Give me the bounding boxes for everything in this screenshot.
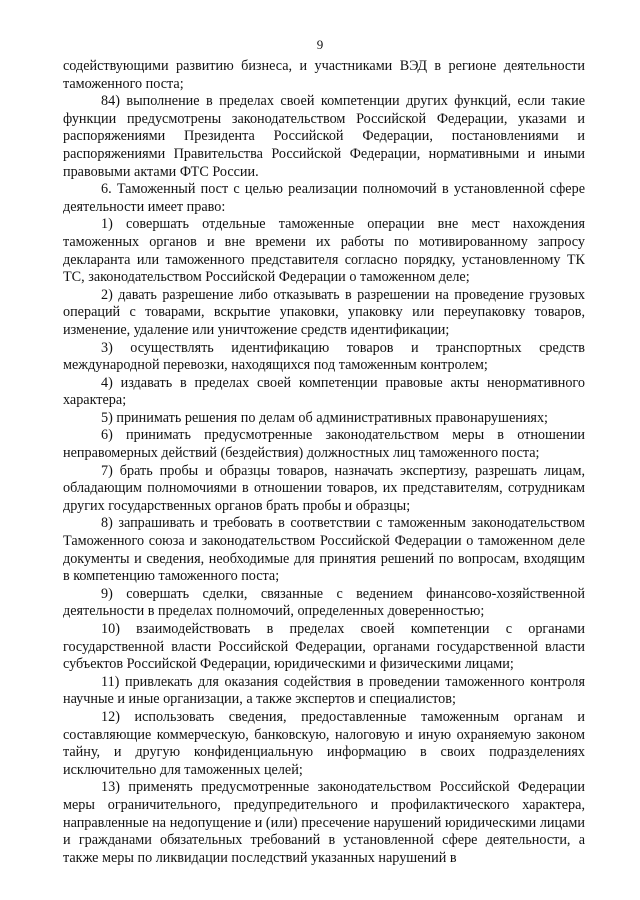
paragraph-item-84: 84) выполнение в пределах своей компетенции других функций, если такие функции предусмотрены законодательством Российской Федерации, указами и распоряжениями Президента Российской Федерации, постановлениями и распоряжениями Правительства Российской Федерации, нормативными и иными правовыми актами ФТС России. bbox=[63, 93, 585, 180]
paragraph-item-2: 2) давать разрешение либо отказывать в разрешении на проведение грузовых операций с товарами, вскрытие упаковки, упаковку или переупаковку товаров, изменение, удаление или уничтожение средств идентификации; bbox=[63, 286, 585, 338]
page-number: 9 bbox=[316, 37, 324, 52]
paragraph-item-4: 4) издавать в пределах своей компетенции правовые акты ненормативного характера; bbox=[63, 374, 585, 409]
paragraph-item-8: 8) запрашивать и требовать в соответствии с таможенным законодательством Таможенного союза и законодательством Российской Федерации о таможенном деле документы и сведения, необходимые для принятия решений по вопросам, входящим в компетенцию таможенного поста; bbox=[63, 515, 585, 585]
paragraph-item-13: 13) применять предусмотренные законодательством Российской Федерации меры ограничительного, предупредительного и профилактического характера, направленные на недопущение и (или) пресечение нарушений юридическими лицами и гражданами обязательных требований в установленной сфере деятельности, а также меры по ликвидации последствий указанных нарушений в bbox=[63, 779, 585, 866]
paragraph-item-3: 3) осуществлять идентификацию товаров и транспортных средств международной перевозки, находящихся под таможенным контролем; bbox=[63, 339, 585, 374]
paragraph-item-10: 10) взаимодействовать в пределах своей компетенции с органами государственной власти Российской Федерации, органами государственной власти субъектов Российской Федерации, юридическими и физическими лицами; bbox=[63, 621, 585, 673]
paragraph-item-5: 5) принимать решения по делам об административных правонарушениях; bbox=[101, 409, 548, 426]
paragraph-continuation: содействующими развитию бизнеса, и участниками ВЭД в регионе деятельности таможенного поста; bbox=[63, 58, 585, 92]
paragraph-item-7: 7) брать пробы и образцы товаров, назначать экспертизу, разрешать лицам, обладающим полномочиями в отношении товаров, их представителям, сотрудникам других государственных органов брать пробы и образцы; bbox=[63, 462, 585, 514]
paragraph-item-6: 6) принимать предусмотренные законодательством меры в отношении неправомерных действий (бездействия) должностных лиц таможенного поста; bbox=[63, 427, 585, 462]
document-body bbox=[63, 58, 585, 867]
paragraph-item-11: 11) привлекать для оказания содействия в проведении таможенного контроля научные и иные организации, а также экспертов и специалистов; bbox=[63, 673, 585, 708]
paragraph-item-9: 9) совершать сделки, связанные с ведением финансово-хозяйственной деятельности в пределах полномочий, определенных доверенностью; bbox=[63, 585, 585, 620]
paragraph-item-12: 12) использовать сведения, предоставленные таможенным органам и составляющие коммерческую, банковскую, налоговую и иную охраняемую законом тайну, и другую конфиденциальную информацию в своих подразделениях исключительно для таможенных целей; bbox=[63, 708, 585, 778]
paragraph-section-6: 6. Таможенный пост с целью реализации полномочий в установленной сфере деятельности имеет право: bbox=[63, 181, 585, 215]
paragraph-item-1: 1) совершать отдельные таможенные операции вне мест нахождения таможенных органов и вне времени их работы по мотивированному запросу декларанта или таможенного представителя согласно порядку, установленному ТК ТС, законодательством Российской Федерации о таможенном деле; bbox=[63, 216, 585, 286]
